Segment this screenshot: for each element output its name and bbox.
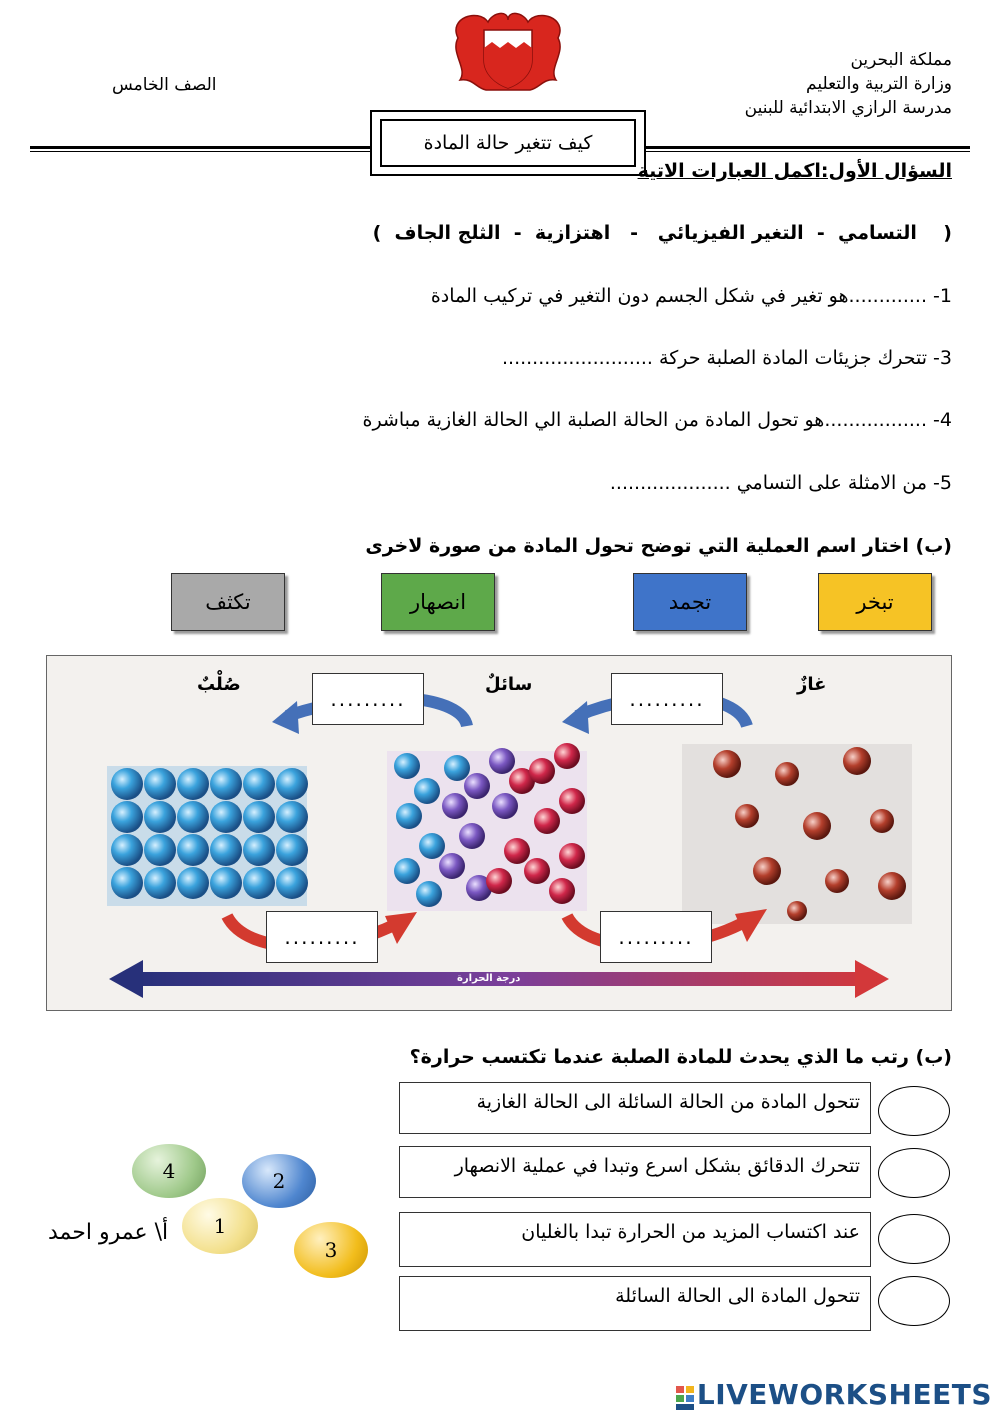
solid-particle [276,768,308,800]
number-bubble-4[interactable]: 4 [132,1144,206,1198]
blank-melting[interactable]: ......... [266,911,378,963]
answer-oval-4[interactable] [878,1276,950,1326]
solid-particle [210,867,242,899]
gas-particle [775,762,799,786]
solid-particle [111,768,143,800]
school-header [652,48,952,120]
figure-artwork [47,656,951,1010]
liquid-particle [492,793,518,819]
solid-particle [144,834,176,866]
liquid-particle [464,773,490,799]
sentence-1: 1- .............هو تغير في شكل الجسم دون التغير في تركيب المادة [430,285,952,307]
word-bank: ( التسامي - التغير الفيزيائي - اهتزازية - الثلج الجاف ) [372,222,952,244]
gas-particle [787,901,807,921]
liquid-particle [554,743,580,769]
number-bubble-1[interactable]: 1 [182,1198,258,1254]
sentence-4: 4- .................هو تحول المادة من الحالة الصلبة الي الحالة الغازية مباشرة [362,409,952,431]
liquid-particle [442,793,468,819]
liquid-particle [416,881,442,907]
gas-particle [843,747,871,775]
solid-particle [144,801,176,833]
liquid-particle [489,748,515,774]
header-line-school: مدرسة الرازي الابتدائية للبنين [744,98,952,118]
solid-particle [177,867,209,899]
solid-particle [144,768,176,800]
gas-particle [825,869,849,893]
solid-particle [210,768,242,800]
blank-evaporation[interactable]: ......... [600,911,712,963]
gas-particle [753,857,781,885]
worksheet-title: كيف تتغير حالة المادة [380,119,636,167]
label-liquid: سائلٌ [485,674,533,695]
gas-particle [878,872,906,900]
liquid-particle [559,843,585,869]
sentence-3: 3- تتحرك جزيئات المادة الصلبة حركة ......................... [501,347,952,369]
liquid-particle [439,853,465,879]
blank-condensation[interactable]: ......... [611,673,723,725]
solid-particle [243,867,275,899]
liquid-particle [559,788,585,814]
liveworksheets-brand[interactable] [676,1378,992,1411]
solid-particle [210,834,242,866]
liquid-particle [394,753,420,779]
teacher-signature: أ\ عمرو احمد [48,1220,169,1245]
temperature-axis-label: درجة الحرارة [457,973,521,984]
liveworksheets-text: LIVEWORKSHEETS [696,1378,992,1411]
gas-particle [735,804,759,828]
liquid-particle [394,858,420,884]
liquid-particle [504,838,530,864]
liquid-particle [524,858,550,884]
gas-particle [713,750,741,778]
statement-2: تتحرك الدقائق بشكل اسرع وتبدا في عملية الانصهار [399,1146,871,1198]
axis-arrow-right [855,960,889,998]
liquid-particle [529,758,555,784]
answer-oval-1[interactable] [878,1086,950,1136]
sentence-5: 5- من الامثلة على التسامي .................... [609,472,952,494]
answer-oval-3[interactable] [878,1214,950,1264]
solid-particle [243,768,275,800]
gas-particle [803,812,831,840]
option-freezing[interactable]: تجمد [633,573,747,631]
solid-particle [243,834,275,866]
solid-particle [276,867,308,899]
header-line-ministry: وزارة التربية والتعليم [806,74,952,94]
axis-arrow-left [109,960,143,998]
states-of-matter-figure [46,655,952,1011]
solid-particle [177,834,209,866]
liquid-particle [486,868,512,894]
solid-particle [177,801,209,833]
question-b1-heading: (ب) اختار اسم العملية التي توضح تحول المادة من صورة لاخرى [365,535,952,557]
answer-oval-2[interactable] [878,1148,950,1198]
liquid-particle [534,808,560,834]
question1-heading: السؤال الأول:اكمل العبارات الاتية [637,160,952,182]
solid-particle [177,768,209,800]
bahrain-emblem-icon [448,8,568,100]
statement-1: تتحول المادة من الحالة السائلة الى الحالة الغازية [399,1082,871,1134]
statement-3: عند اكتساب المزيد من الحرارة تبدا بالغليان [399,1212,871,1267]
label-gas: غازٌ [797,674,827,695]
solid-particle [243,801,275,833]
number-bubble-3[interactable]: 3 [294,1222,368,1278]
liquid-particle [444,755,470,781]
liquid-particle [459,823,485,849]
question-b2-heading: (ب) رتب ما الذي يحدث للمادة الصلبة عندما تكتسب حرارة؟ [409,1046,952,1068]
liquid-particle [414,778,440,804]
label-solid: صُلْبٌ [197,674,241,695]
solid-particle [111,801,143,833]
solid-particle [111,834,143,866]
number-bubble-2[interactable]: 2 [242,1154,316,1208]
liquid-particle [396,803,422,829]
blank-freezing[interactable]: ......... [312,673,424,725]
option-condensation[interactable]: تكثف [171,573,285,631]
grade-label: الصف الخامس [112,75,217,95]
gas-particle [870,809,894,833]
liquid-particle [419,833,445,859]
header-line-country: مملكة البحرين [850,50,952,70]
option-melting[interactable]: انصهار [381,573,495,631]
liveworksheets-logo-icon [676,1384,694,1408]
worksheet-title-frame [370,110,646,176]
statement-4: تتحول المادة الى الحالة السائلة [399,1276,871,1331]
solid-particle [210,801,242,833]
liquid-particle [549,878,575,904]
option-evaporation[interactable]: تبخر [818,573,932,631]
solid-particle [276,834,308,866]
solid-particle [144,867,176,899]
solid-particle [111,867,143,899]
solid-particle [276,801,308,833]
